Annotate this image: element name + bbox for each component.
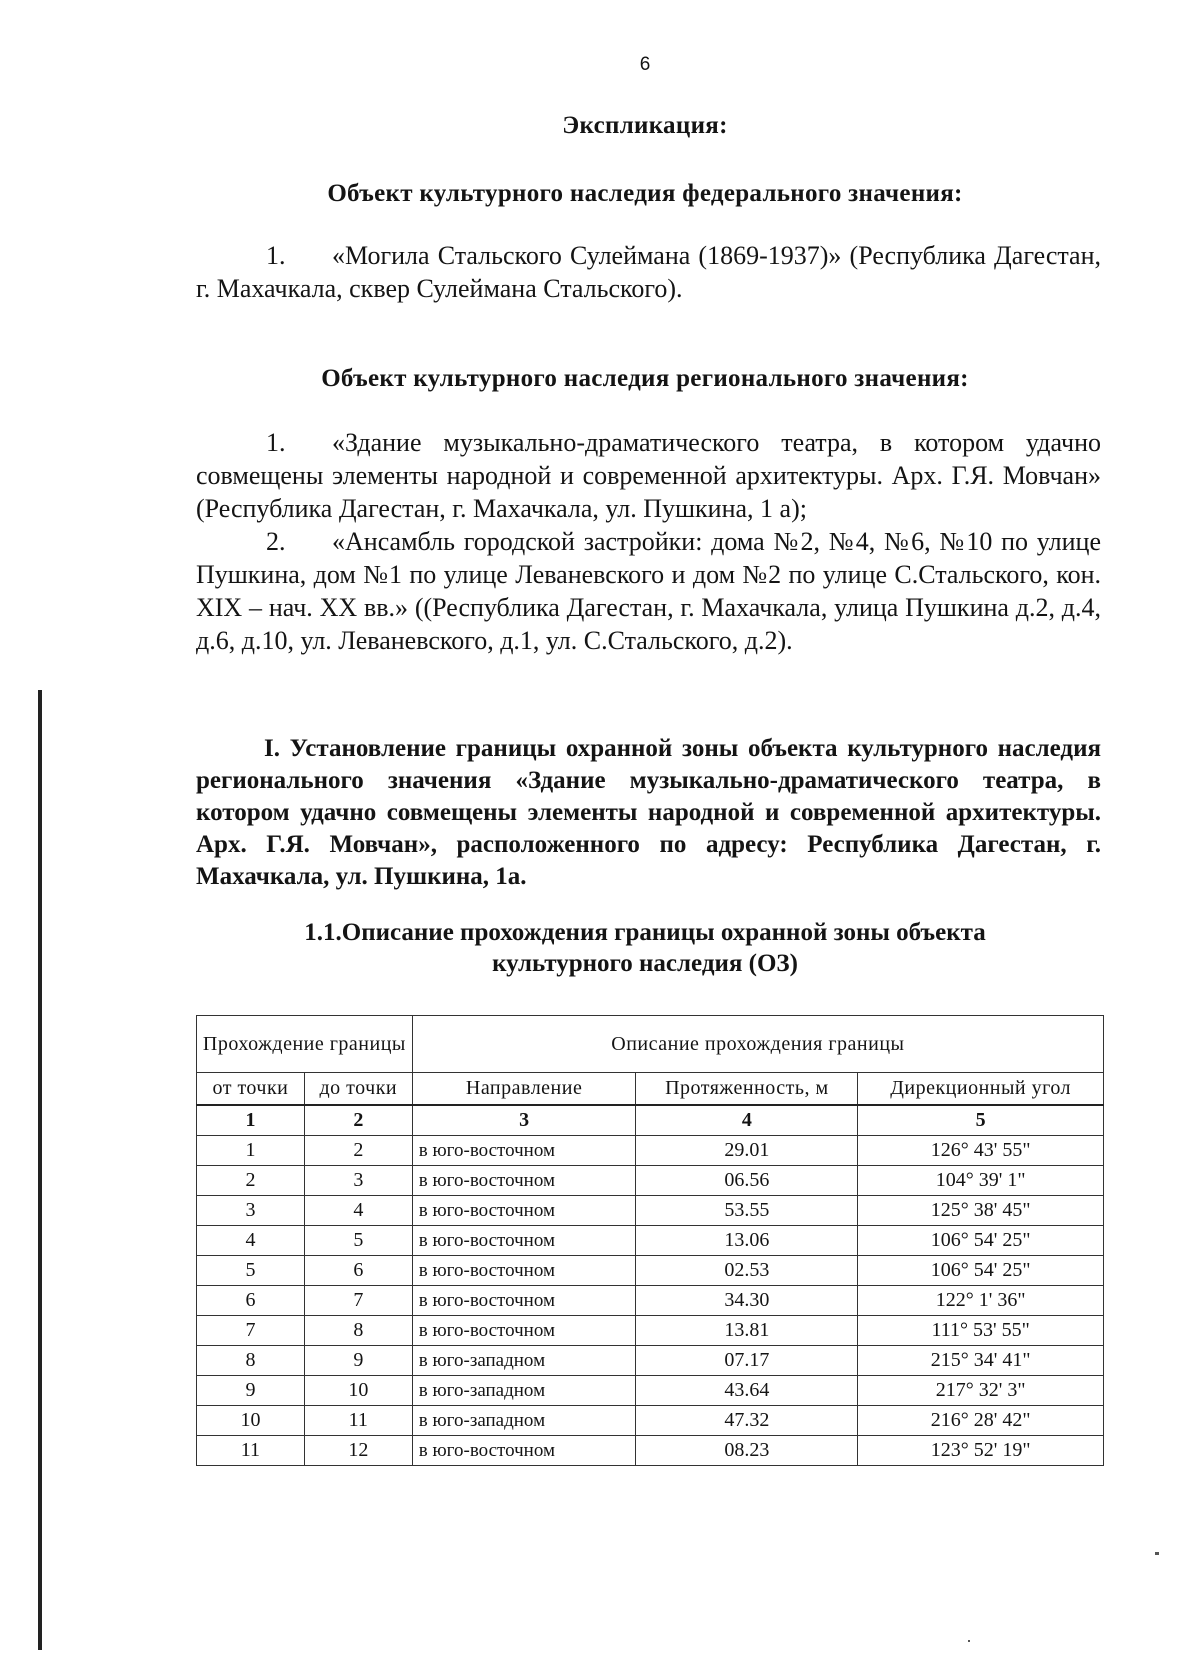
- cell-angle: 215° 34' 41": [858, 1346, 1104, 1376]
- cell-direction: в юго-восточном: [412, 1256, 636, 1286]
- cell-angle: 111° 53' 55": [858, 1316, 1104, 1346]
- cell-from: 2: [197, 1166, 305, 1196]
- explication-heading: Экспликация:: [562, 112, 728, 139]
- federal-heading: Объект культурного наследия федерального значения:: [327, 180, 963, 207]
- cell-from: 11: [197, 1436, 305, 1466]
- cell-to: 8: [304, 1316, 412, 1346]
- cell-from: 1: [197, 1136, 305, 1166]
- table-row: [197, 1346, 1104, 1376]
- cell-direction: в юго-западном: [412, 1376, 636, 1406]
- column-number: 2: [304, 1105, 412, 1136]
- cell-length: 13.06: [636, 1226, 858, 1256]
- cell-from: 3: [197, 1196, 305, 1226]
- section-title: I. Установление границы охранной зоны объекта культурного наследия регионального значения «Здание музыкально-драматического театра, в котором удачно совмещены элементы народной и современной архитектуры. Арх. Г.Я. Мовчан», расположенного по адресу: Республика Дагестан, г. Махачкала, ул. Пушкина, 1а.: [196, 735, 1101, 890]
- table-title-line-2: культурного наследия (ОЗ): [492, 950, 798, 977]
- cell-length: 06.56: [636, 1166, 858, 1196]
- cell-to: 7: [304, 1286, 412, 1316]
- cell-length: 47.32: [636, 1406, 858, 1436]
- cell-angle: 125° 38' 45": [858, 1196, 1104, 1226]
- cell-from: 4: [197, 1226, 305, 1256]
- cell-direction: в юго-западном: [412, 1346, 636, 1376]
- cell-from: 5: [197, 1256, 305, 1286]
- header-angle: Дирекционный угол: [858, 1073, 1104, 1106]
- cell-direction: в юго-восточном: [412, 1196, 636, 1226]
- cell-length: 07.17: [636, 1346, 858, 1376]
- scan-speck: [1155, 1552, 1159, 1555]
- cell-length: 43.64: [636, 1376, 858, 1406]
- table-row: [197, 1376, 1104, 1406]
- header-description: Описание прохождения границы: [412, 1016, 1103, 1073]
- table-title-line-1: 1.1.Описание прохождения границы охранной зоны объекта: [304, 919, 986, 946]
- cell-from: 9: [197, 1376, 305, 1406]
- federal-item-1: [196, 239, 1101, 305]
- cell-to: 10: [304, 1376, 412, 1406]
- cell-from: 6: [197, 1286, 305, 1316]
- cell-to: 11: [304, 1406, 412, 1436]
- cell-length: 13.81: [636, 1316, 858, 1346]
- header-from: от точки: [197, 1073, 305, 1106]
- cell-angle: 216° 28' 42": [858, 1406, 1104, 1436]
- cell-angle: 217° 32' 3": [858, 1376, 1104, 1406]
- cell-direction: в юго-западном: [412, 1406, 636, 1436]
- table-row: [197, 1406, 1104, 1436]
- table-row: [197, 1136, 1104, 1166]
- cell-to: 5: [304, 1226, 412, 1256]
- header-length: Протяженность, м: [636, 1073, 858, 1106]
- table-row: [197, 1256, 1104, 1286]
- cell-angle: 106° 54' 25": [858, 1226, 1104, 1256]
- regional-item-2-number: 2.: [266, 527, 286, 556]
- cell-from: 8: [197, 1346, 305, 1376]
- column-number: 3: [412, 1105, 636, 1136]
- column-number-row: [197, 1105, 1104, 1136]
- table-row: [197, 1196, 1104, 1226]
- federal-item-1-text: «Могила Стальского Сулеймана (1869-1937)» (Республика Дагестан, г. Махачкала, сквер Сулеймана Стальского).: [196, 241, 1101, 303]
- cell-to: 9: [304, 1346, 412, 1376]
- regional-item-2-text: «Ансамбль городской застройки: дома №2, №4, №6, №10 по улице Пушкина, дом №1 по улице Леваневского и дом №2 по улице С.Стальского, кон. XIX – нач. XX вв.» ((Республика Дагестан, г. Махачкала, улица Пушкина д.2, д.4, д.6, д.10, ул. Леваневского, д.1, ул. С.Стальского, д.2).: [196, 527, 1101, 655]
- regional-item-2: [196, 525, 1101, 657]
- cell-angle: 104° 39' 1": [858, 1166, 1104, 1196]
- page-number: 6: [639, 54, 651, 75]
- cell-length: 34.30: [636, 1286, 858, 1316]
- regional-item-1-number: 1.: [266, 428, 286, 457]
- cell-to: 3: [304, 1166, 412, 1196]
- cell-direction: в юго-восточном: [412, 1316, 636, 1346]
- cell-angle: 122° 1' 36": [858, 1286, 1104, 1316]
- cell-angle: 126° 43' 55": [858, 1136, 1104, 1166]
- table-row: [197, 1436, 1104, 1466]
- regional-item-1-text: «Здание музыкально-драматического театра, в котором удачно совмещены элементы народной и современной архитектуры. Арх. Г.Я. Мовчан» (Республика Дагестан, г. Махачкала, ул. Пушкина, 1 а);: [196, 428, 1101, 523]
- column-number: 1: [197, 1105, 305, 1136]
- cell-to: 2: [304, 1136, 412, 1166]
- cell-to: 6: [304, 1256, 412, 1286]
- column-number: 5: [858, 1105, 1104, 1136]
- header-passage: Прохождение границы: [197, 1016, 413, 1073]
- table-row: [197, 1166, 1104, 1196]
- cell-length: 29.01: [636, 1136, 858, 1166]
- cell-length: 02.53: [636, 1256, 858, 1286]
- cell-direction: в юго-восточном: [412, 1286, 636, 1316]
- regional-heading: Объект культурного наследия регионального значения:: [321, 365, 969, 392]
- table-row: [197, 1286, 1104, 1316]
- cell-direction: в юго-восточном: [412, 1226, 636, 1256]
- header-direction: Направление: [412, 1073, 636, 1106]
- table-row: [197, 1226, 1104, 1256]
- federal-item-1-number: 1.: [266, 241, 286, 270]
- header-to: до точки: [304, 1073, 412, 1106]
- cell-direction: в юго-восточном: [412, 1136, 636, 1166]
- cell-to: 12: [304, 1436, 412, 1466]
- cell-angle: 123° 52' 19": [858, 1436, 1104, 1466]
- scan-margin-line: [38, 690, 42, 1650]
- column-number: 4: [636, 1105, 858, 1136]
- cell-from: 7: [197, 1316, 305, 1346]
- cell-length: 53.55: [636, 1196, 858, 1226]
- cell-from: 10: [197, 1406, 305, 1436]
- cell-direction: в юго-восточном: [412, 1166, 636, 1196]
- cell-to: 4: [304, 1196, 412, 1226]
- table-title: [0, 917, 1200, 979]
- regional-item-1: [196, 426, 1101, 525]
- boundary-table: [196, 1015, 1104, 1466]
- scan-speck: [968, 1640, 970, 1642]
- cell-angle: 106° 54' 25": [858, 1256, 1104, 1286]
- cell-length: 08.23: [636, 1436, 858, 1466]
- table-row: [197, 1316, 1104, 1346]
- cell-direction: в юго-восточном: [412, 1436, 636, 1466]
